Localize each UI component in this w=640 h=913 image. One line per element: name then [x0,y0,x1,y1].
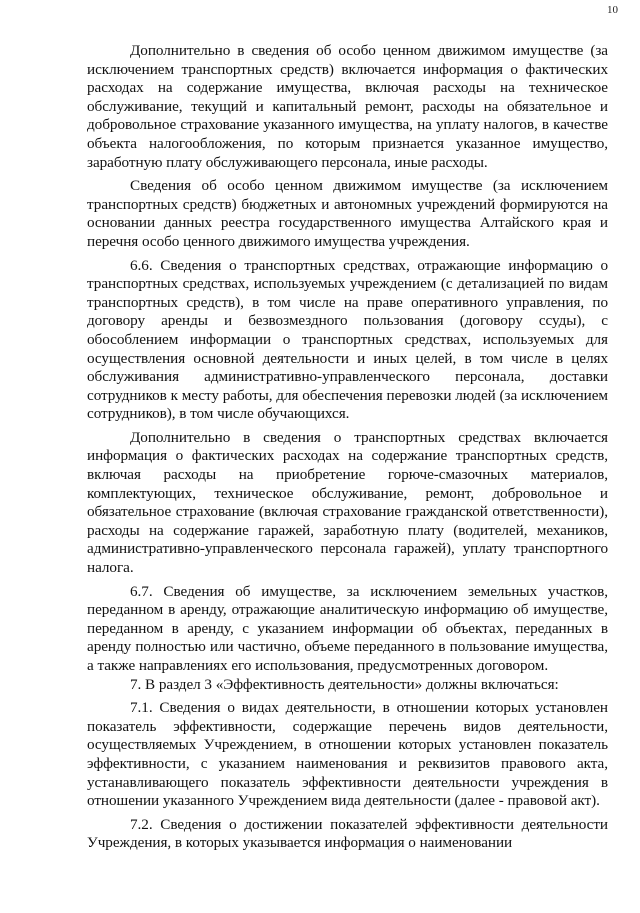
paragraph-7-2-efficiency-indicators: 7.2. Сведения о достижении показателей эффективности деятельности Учреждения, в которых указывается информация о наименовании [87,815,608,852]
document-body [87,42,608,853]
paragraph-movable-property-registry: Сведения об особо ценном движимом имуществе (за исключением транспортных средств) бюджетных и автономных учреждений формируются на основании данных реестра государственного имущества Алтайского края и перечня особо ценного движимого имущества учреждения. [87,177,608,250]
paragraph-7-1-activity-types: 7.1. Сведения о видах деятельности, в отношении которых установлен показатель эффективности, содержащие перечень видов деятельности, осуществляемых Учреждением, в отношении которых установлен показатель эффективности, с указанием наименования и реквизитов правового акта, устанавливающего показатель эффективности деятельности учреждения в отношении указанного Учреждением вида деятельности (далее - правовой акт). [87,699,608,810]
paragraph-movable-property-expenses: Дополнительно в сведения об особо ценном движимом имуществе (за исключением транспортных средств) включается информация о фактических расходах на содержание имущества, включая расходы на техническое обслуживание, текущий и капитальный ремонт, расходы на обязательное и добровольное страхование указанного имущества, на уплату налогов, в качестве объекта налогообложения, по которым признается указанное имущество, заработную плату обслуживающего персонала, иные расходы. [87,42,608,171]
paragraph-6-7-leased-property: 6.7. Сведения об имуществе, за исключением земельных участков, переданном в аренду, отражающие аналитическую информацию об имуществе, переданном в аренду, с указанием информации об объектах, переданных в аренду полностью или частично, объеме переданного в пользование имущества, а также направлениях его использования, предусмотренных договором. [87,582,608,674]
paragraph-7-section-3: 7. В раздел 3 «Эффективность деятельности» должны включаться: [130,675,559,693]
paragraph-vehicle-expenses: Дополнительно в сведения о транспортных средствах включается информация о фактических расходах на содержание транспортных средств, включая расходы на приобретение горюче-смазочных материалов, комплектующих, техническое обслуживание, ремонт, добровольное и обязательное страхование (включая страхование гражданской ответственности), расходы на содержание гаражей, заработную плату (водителей, механиков, административно-управленческого персонала гаражей), уплату транспортного налога. [87,428,608,577]
page-number: 10 [607,4,618,16]
paragraph-6-6-vehicles: 6.6. Сведения о транспортных средствах, отражающие информацию о транспортных средствах, используемых учреждением (с детализацией по видам транспортных средств), в том числе на праве оперативного управления, по договору аренды и безвозмездного пользования (договору ссуды), с обособлением информации о транспортных средствах, используемых для осуществления основной деятельности и иных целей, в том числе в целях обслуживания административно-управленческого персонала, доставки сотрудников к месту работы, для обеспечения перевозки людей (за исключением сотрудников), в том числе обучающихся. [87,256,608,423]
